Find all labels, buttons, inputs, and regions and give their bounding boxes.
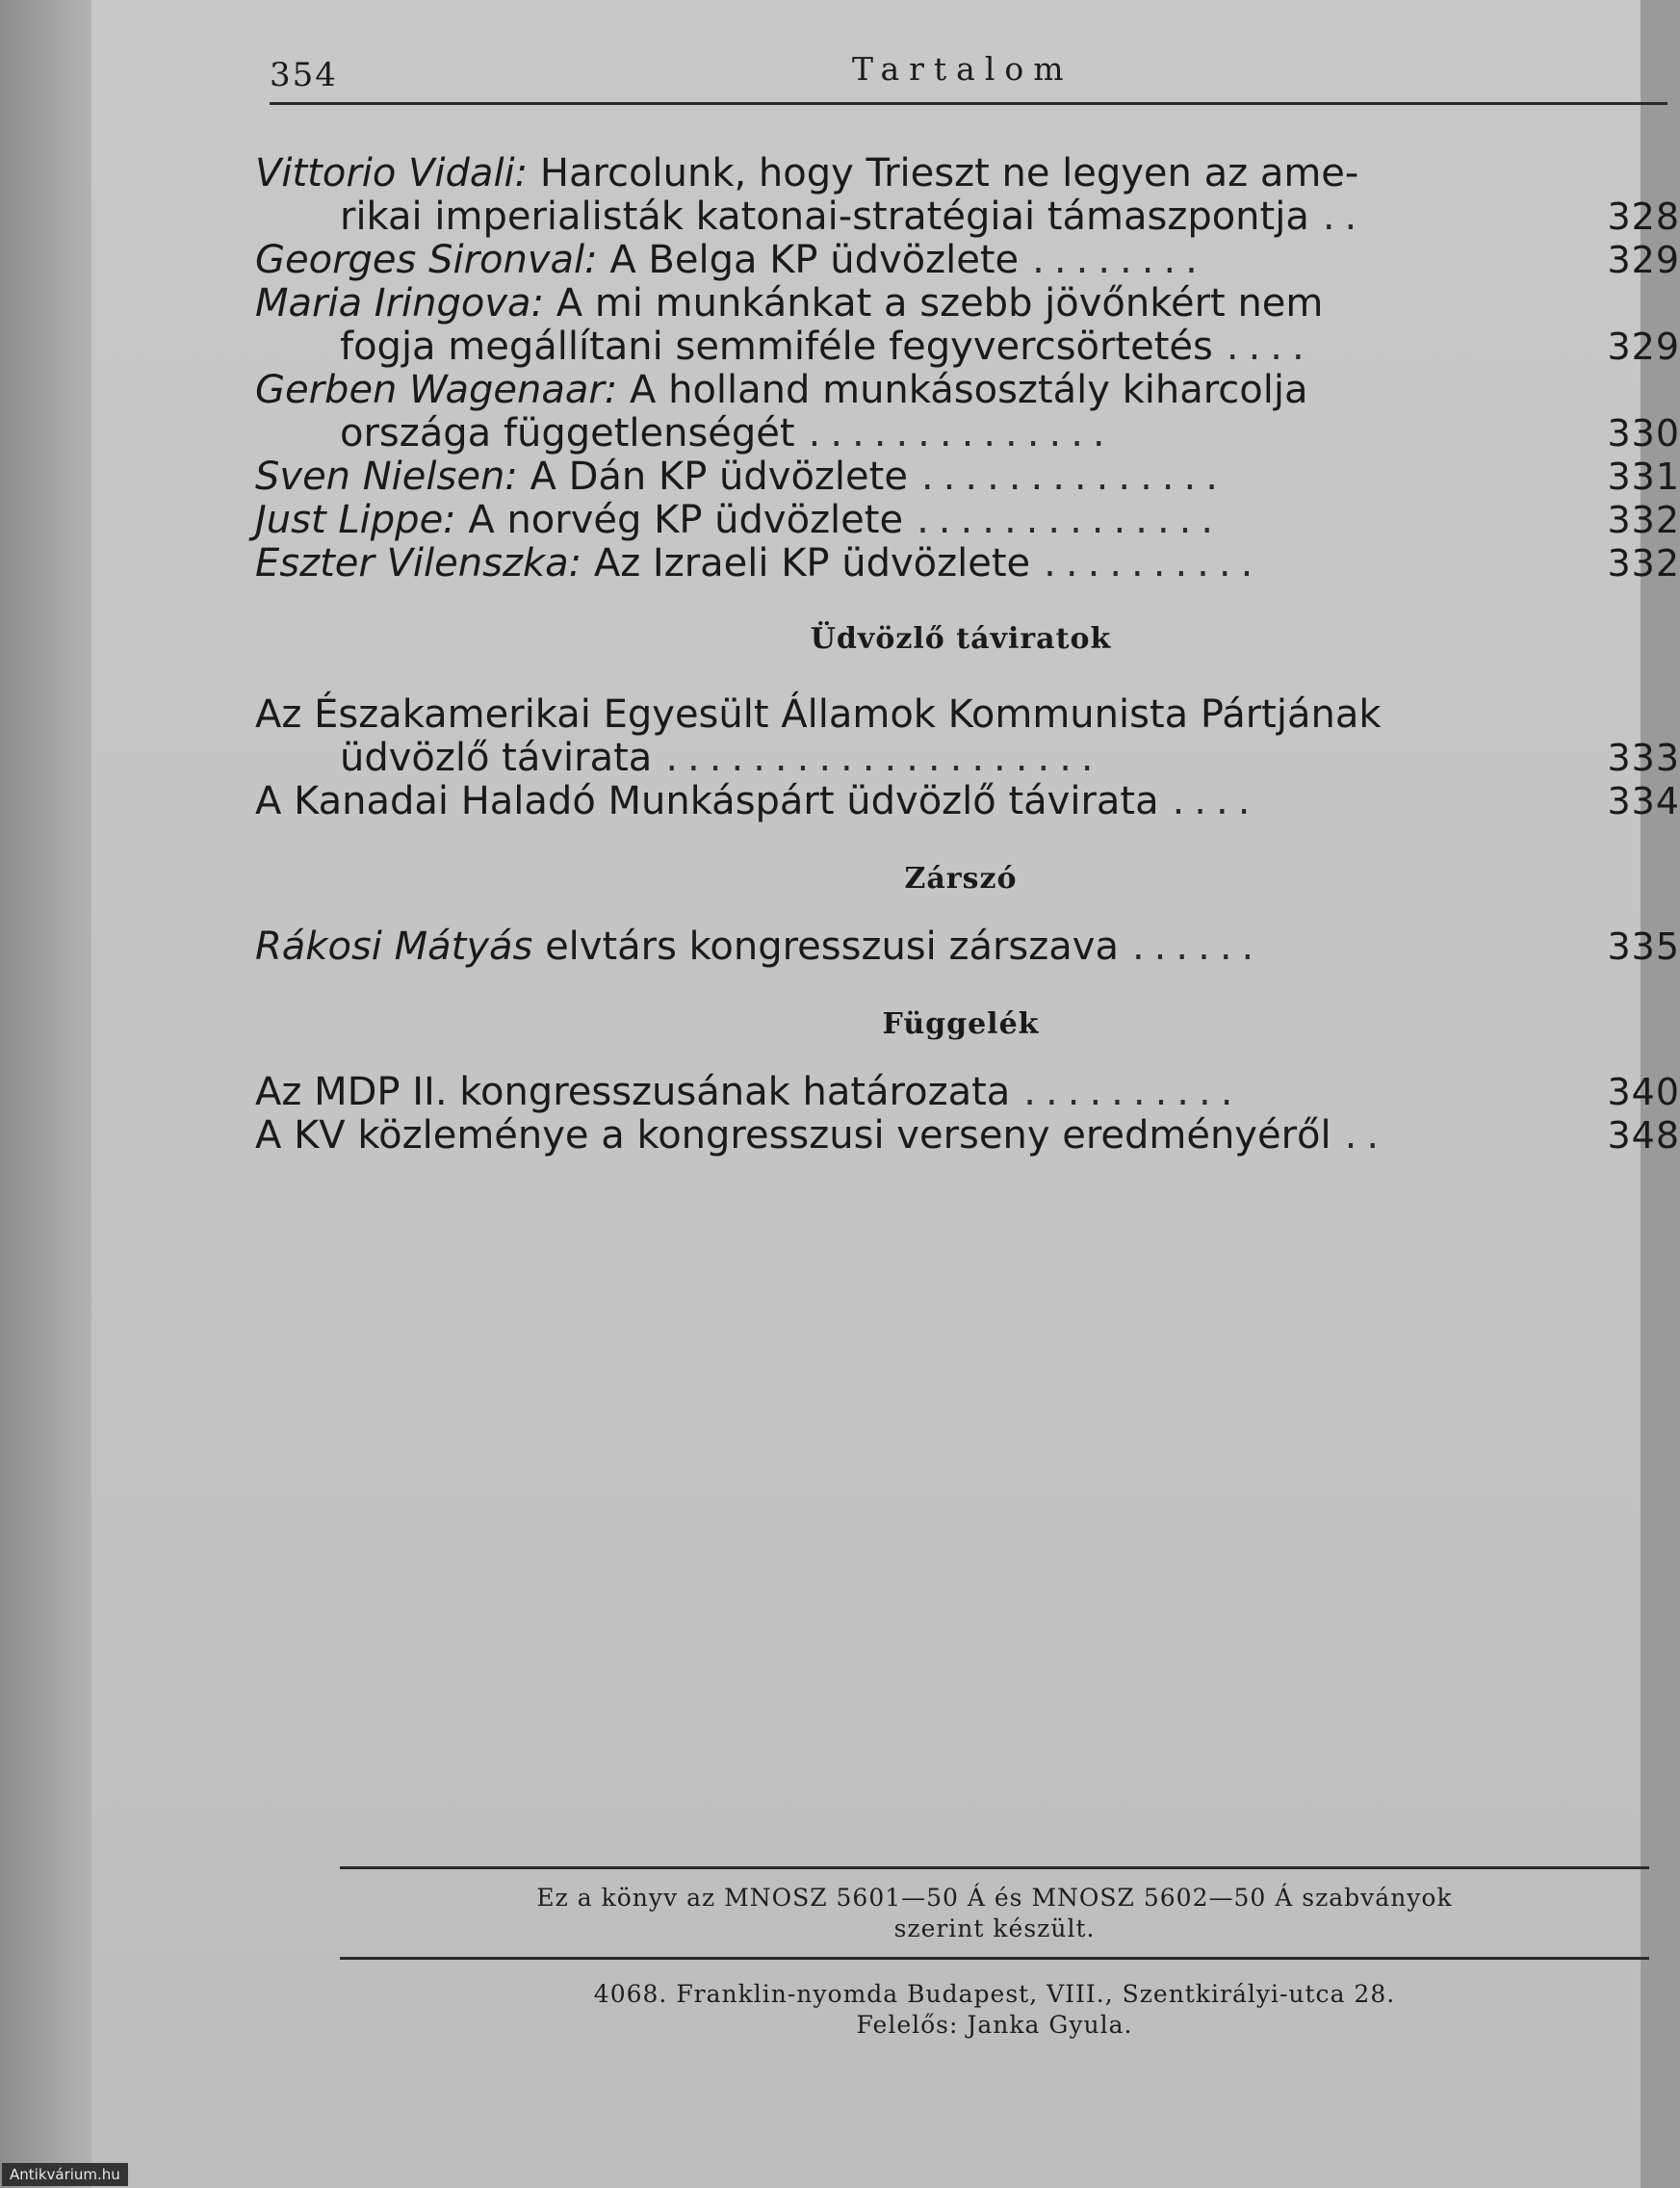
toc-author: Georges Sironval:	[255, 238, 598, 282]
dot-leader: ..........	[1044, 541, 1263, 586]
standards-note: Ez a könyv az MNOSZ 5601—50 Á és MNOSZ 5602—50 Á szabványok szerint készült.	[536, 1884, 1453, 1942]
toc-page-number: 332	[1607, 542, 1680, 585]
dot-leader: ....	[1172, 779, 1260, 823]
dot-leader: ........	[1032, 238, 1207, 282]
toc-page-number: 335	[1607, 925, 1680, 968]
table-of-contents	[255, 152, 1680, 1158]
toc-author: Maria Iringova:	[255, 281, 545, 326]
section-heading-closing: Zárszó	[904, 862, 1018, 896]
toc-title: Az Izraeli KP üdvözlete	[593, 541, 1031, 586]
dot-leader: ..........	[1023, 1070, 1243, 1114]
toc-title: A Dán KP üdvözlete	[530, 455, 908, 499]
toc-title: Harcolunk, hogy Trieszt ne legyen az ame-	[539, 151, 1359, 195]
toc-title: A norvég KP üdvözlete	[468, 498, 904, 542]
toc-entry-vidali	[255, 152, 1680, 239]
toc-page-number: 328	[1607, 195, 1680, 238]
watermark-label: Antikvárium.hu	[2, 2163, 128, 2186]
toc-author: Gerben Wagenaar:	[255, 368, 618, 412]
toc-page-number: 334	[1607, 780, 1680, 822]
toc-entry-nielsen	[255, 456, 1680, 499]
toc-title: A KV közleménye a kongresszusi verseny eredményéről	[255, 1113, 1331, 1158]
dot-leader: ....................	[665, 736, 1103, 780]
header-rule	[270, 102, 1667, 105]
toc-title: üdvözlő távirata	[340, 736, 653, 780]
dot-leader: ..	[1322, 195, 1367, 239]
toc-title: elvtárs kongresszusi zárszava	[545, 925, 1119, 969]
toc-title: Az MDP II. kongresszusának határozata	[255, 1070, 1011, 1114]
toc-entry-vilenszka	[255, 542, 1680, 586]
toc-entry-iringova	[255, 282, 1680, 369]
dot-leader: ......	[1131, 925, 1264, 969]
toc-page-number: 331	[1607, 456, 1680, 498]
toc-title: Az Északamerikai Egyesült Államok Kommunista Pártjának	[255, 692, 1382, 737]
toc-page-number: 329	[1607, 326, 1680, 368]
toc-title: A Kanadai Haladó Munkáspárt üdvözlő távirata	[255, 779, 1159, 823]
toc-author: Rákosi Mátyás	[255, 925, 533, 969]
toc-page-number: 329	[1607, 239, 1680, 281]
book-gutter	[0, 0, 106, 2188]
colophon-top-rule	[340, 1866, 1649, 1869]
toc-title: rikai imperialisták katonai-stratégiai támaszpontja	[340, 195, 1309, 239]
toc-page-number: 348	[1607, 1114, 1680, 1157]
section-heading-appendix: Függelék	[882, 1007, 1040, 1041]
toc-entry-canadian-party-telegram	[255, 780, 1680, 823]
toc-page-number: 330	[1607, 412, 1680, 455]
toc-title: A mi munkánkat a szebb jövőnkért nem	[556, 281, 1324, 326]
toc-author: Just Lippe:	[255, 498, 456, 542]
toc-title: országa függetlenségét	[340, 411, 795, 456]
dot-leader: ..............	[917, 498, 1224, 542]
toc-title: A Belga KP üdvözlete	[609, 238, 1020, 282]
toc-entry-sironval	[255, 239, 1680, 282]
toc-author: Sven Nielsen:	[255, 455, 518, 499]
toc-page-number: 333	[1607, 737, 1680, 779]
toc-entry-us-party-telegram	[255, 693, 1680, 780]
dot-leader: ....	[1226, 325, 1314, 369]
toc-author: Vittorio Vidali:	[255, 151, 529, 195]
toc-entry-mdp-resolution	[255, 1071, 1680, 1114]
page-number: 354	[270, 56, 338, 94]
toc-page-number: 340	[1607, 1071, 1680, 1113]
printer-imprint: 4068. Franklin-nyomda Budapest, VIII., Szentkirályi-utca 28. Felelős: Janka Gyula.	[593, 1980, 1396, 2039]
toc-entry-wagenaar	[255, 369, 1680, 456]
page-title: Tartalom	[852, 50, 1073, 88]
toc-entry-kv-announcement	[255, 1114, 1680, 1158]
book-page	[91, 0, 1680, 2188]
dot-leader: ..............	[920, 455, 1228, 499]
section-heading-telegrams: Üdvözlő táviratok	[810, 622, 1112, 656]
toc-title: A holland munkásosztály kiharcolja	[630, 368, 1308, 412]
dot-leader: ..............	[808, 411, 1115, 456]
toc-page-number: 332	[1607, 499, 1680, 541]
toc-author: Eszter Vilenszka:	[255, 541, 582, 586]
toc-entry-rakosi-closing	[255, 925, 1680, 969]
dot-leader: ..	[1344, 1113, 1389, 1158]
toc-title: fogja megállítani semmiféle fegyvercsörtetés	[340, 325, 1213, 369]
colophon-middle-rule	[340, 1957, 1649, 1960]
toc-entry-lippe	[255, 499, 1680, 542]
